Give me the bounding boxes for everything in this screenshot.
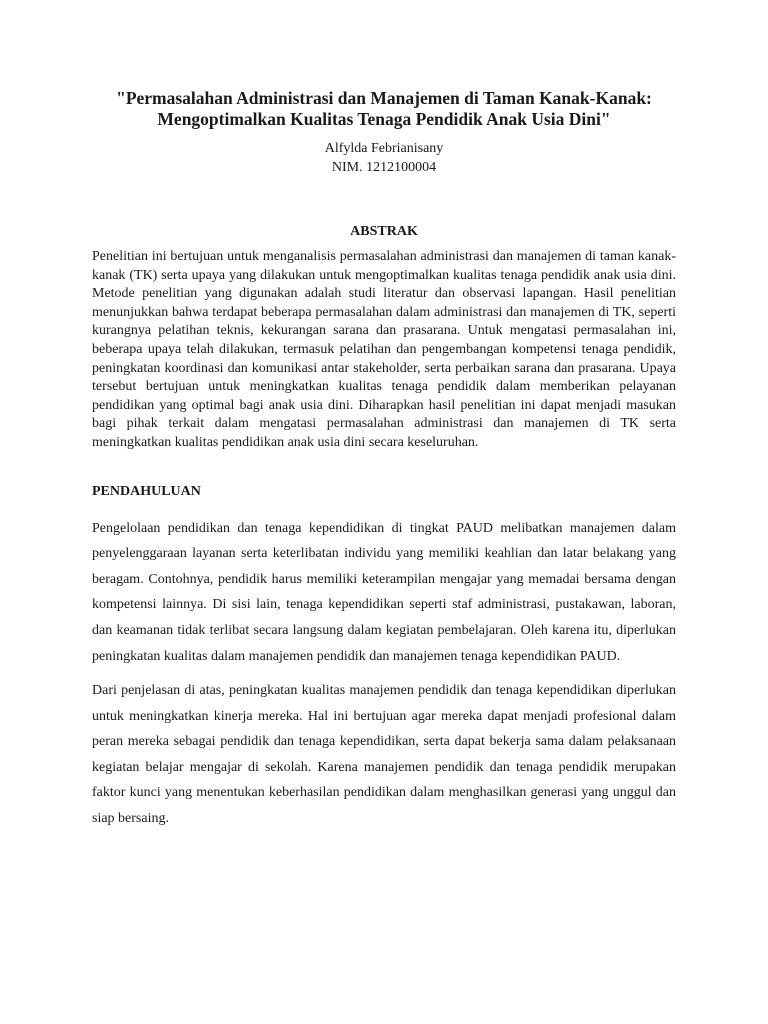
title-line-1: "Permasalahan Administrasi dan Manajemen di Taman Kanak-Kanak: [116, 88, 652, 108]
author-name: Alfylda Febrianisany [324, 141, 444, 156]
introduction-paragraph-1: Pengelolaan pendidikan dan tenaga kependidikan di tingkat PAUD melibatkan manajemen dalam penyelenggaraan layanan serta keterlibatan individu yang memiliki keahlian dan latar belakang yang beragam. Contohnya, pendidik harus memiliki keterampilan mengajar yang memadai bersama dengan kompetensi lainnya. Di sisi lain, tenaga kependidikan seperti staf administrasi, pustakawan, laboran, dan keamanan tidak terlibat secara langsung dalam kegiatan pembelajaran. Oleh karena itu, diperlukan peningkatan kualitas dalam manajemen pendidik dan manajemen tenaga kependidikan PAUD. [92, 520, 676, 664]
introduction-paragraph-2: Dari penjelasan di atas, peningkatan kualitas manajemen pendidik dan tenaga kependidikan diperlukan untuk meningkatkan kinerja mereka. Hal ini bertujuan agar mereka dapat menjadi profesional dalam peran mereka sebagai pendidik dan tenaga kependidikan, serta dapat bekerja sama dalam pelaksanaan kegiatan belajar mengajar di sekolah. Karena manajemen pendidik dan tenaga pendidik merupakan faktor kunci yang menentukan keberhasilan pendidikan dalam menghasilkan generasi yang unggul dan siap bersaing. [92, 683, 676, 827]
title-line-2: Mengoptimalkan Kualitas Tenaga Pendidik Anak Usia Dini" [157, 109, 611, 129]
introduction-heading: PENDAHULUAN [92, 483, 201, 499]
document-title [92, 88, 676, 130]
document-page [92, 88, 676, 832]
abstract-paragraph: Penelitian ini bertujuan untuk menganalisis permasalahan administrasi dan manajemen di taman kanak-kanak (TK) serta upaya yang dilakukan untuk mengoptimalkan kualitas tenaga pendidik anak usia dini. Metode penelitian yang digunakan adalah studi literatur dan observasi lapangan. Hasil penelitian menunjukkan bahwa terdapat beberapa permasalahan dalam administrasi dan manajemen di TK, seperti kurangnya pelatihan teknis, kekurangan sarana dan prasarana. Untuk mengatasi permasalahan ini, beberapa upaya telah dilakukan, termasuk pelatihan dan pengembangan kompetensi tenaga pendidik, peningkatan koordinasi dan komunikasi antar stakeholder, serta perbaikan sarana dan prasarana. Upaya tersebut bertujuan untuk meningkatkan kualitas tenaga pendidik dalam memberikan pelayanan pendidikan yang optimal bagi anak usia dini. Diharapkan hasil penelitian ini dapat menjadi masukan bagi pihak terkait dalam mengatasi permasalahan administrasi dan manajemen di TK serta meningkatkan kualitas pendidikan anak usia dini secara keseluruhan. [92, 249, 676, 450]
student-number: NIM. 1212100004 [331, 160, 437, 175]
abstract-heading: ABSTRAK [350, 224, 418, 239]
